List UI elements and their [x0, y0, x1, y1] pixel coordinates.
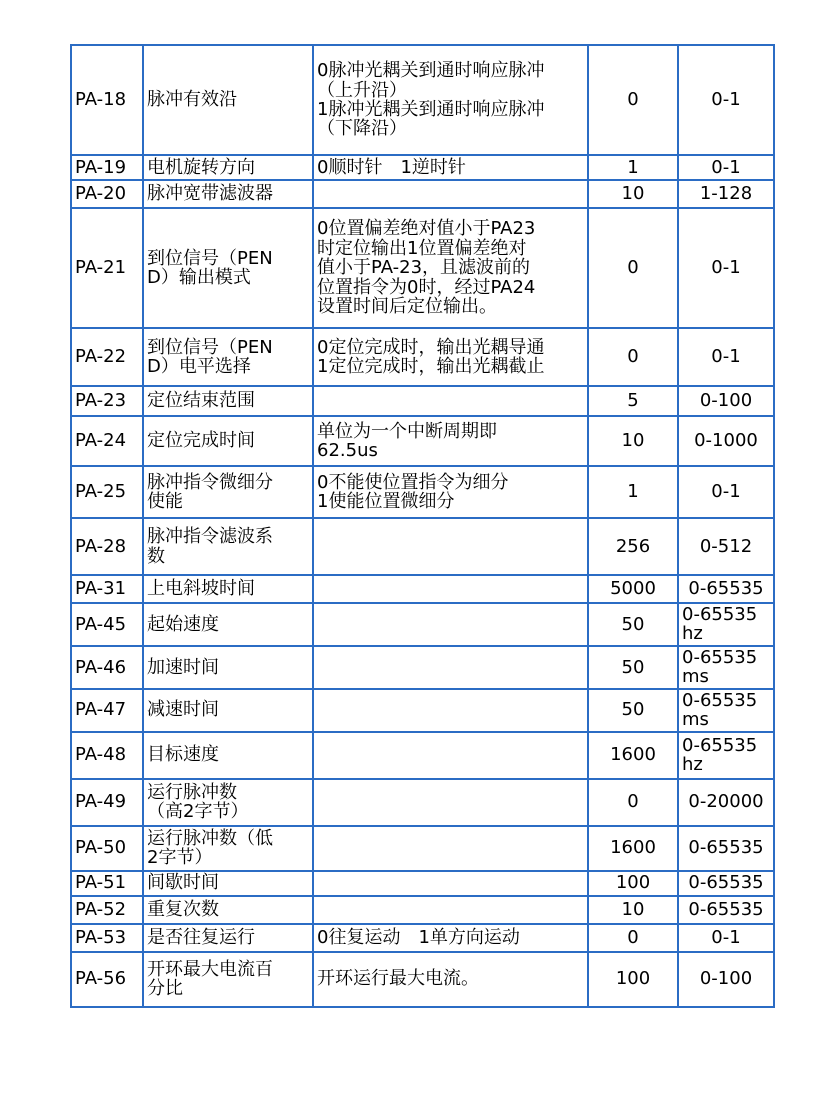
param-desc-cell	[313, 871, 588, 896]
param-desc-cell	[313, 155, 588, 180]
param-default-cell: 50	[588, 689, 678, 732]
param-name-cell	[143, 896, 313, 924]
param-desc-cell	[313, 386, 588, 416]
param-name-line: 目标速度	[147, 744, 219, 766]
param-desc-line: 1定位完成时，输出光耦截止	[317, 356, 545, 377]
param-name-line: 脉冲有效沿	[147, 89, 237, 111]
param-desc-cell	[313, 826, 588, 871]
parameter-table-body	[71, 45, 774, 1007]
param-default-cell: 50	[588, 646, 678, 689]
param-code-cell: PA-56	[71, 952, 143, 1007]
param-desc-cell	[313, 732, 588, 779]
param-default-cell: 50	[588, 603, 678, 646]
param-default-cell: 10	[588, 180, 678, 208]
param-range-cell	[678, 871, 774, 896]
param-code-cell: PA-20	[71, 180, 143, 208]
param-range-cell	[678, 155, 774, 180]
table-row	[71, 518, 774, 575]
param-desc-cell	[313, 180, 588, 208]
param-desc-cell	[313, 45, 588, 155]
param-desc-cell	[313, 689, 588, 732]
param-range-line: 0-1	[711, 346, 741, 368]
param-name-line: 定位完成时间	[147, 430, 255, 452]
param-name-line: D）输出模式	[147, 267, 251, 288]
param-name-line: 开环最大电流百	[147, 958, 273, 980]
table-row	[71, 924, 774, 952]
param-name-line: 定位结束范围	[147, 390, 255, 412]
param-name-line: 脉冲指令滤波系	[147, 526, 273, 548]
param-range-line: 0-100	[699, 968, 753, 990]
param-name-line: 起始速度	[147, 613, 219, 635]
table-row	[71, 871, 774, 896]
param-range-cell	[678, 924, 774, 952]
table-row	[71, 826, 774, 871]
param-name-cell	[143, 386, 313, 416]
param-name-line: 减速时间	[147, 699, 219, 721]
param-name-cell	[143, 603, 313, 646]
param-range-cell	[678, 646, 774, 689]
table-row	[71, 732, 774, 779]
param-name-line: 电机旋转方向	[147, 156, 255, 178]
param-code-cell: PA-22	[71, 328, 143, 386]
table-row	[71, 180, 774, 208]
param-code-cell: PA-52	[71, 896, 143, 924]
param-default-cell: 0	[588, 45, 678, 155]
param-range-cell	[678, 466, 774, 518]
table-row	[71, 575, 774, 603]
param-default-cell: 5000	[588, 575, 678, 603]
param-name-line: 重复次数	[147, 898, 219, 920]
param-name-line: 脉冲宽带滤波器	[147, 183, 273, 205]
parameter-table	[70, 44, 775, 1008]
param-code-cell: PA-50	[71, 826, 143, 871]
param-range-line: hz	[682, 623, 703, 645]
table-row	[71, 603, 774, 646]
table-row	[71, 386, 774, 416]
param-name-line: 分比	[147, 978, 183, 1000]
table-row	[71, 896, 774, 924]
param-code-cell: PA-47	[71, 689, 143, 732]
param-desc-line: （上升沿）	[317, 79, 407, 101]
param-range-line: 0-1000	[694, 430, 758, 452]
param-name-cell	[143, 952, 313, 1007]
param-code-cell: PA-19	[71, 155, 143, 180]
param-name-line: D）电平选择	[147, 356, 251, 377]
param-range-cell	[678, 328, 774, 386]
param-desc-line: 位置指令为0时，经过PA24	[317, 276, 536, 298]
param-desc-line: 值小于PA-23，且滤波前的	[317, 257, 531, 279]
param-desc-line: 开环运行最大电流。	[317, 968, 479, 990]
param-range-line: 0-1	[711, 89, 741, 111]
param-range-cell	[678, 208, 774, 328]
param-name-line: 是否往复运行	[147, 926, 255, 948]
param-range-line: 0-100	[699, 390, 753, 412]
param-name-cell	[143, 518, 313, 575]
param-range-cell	[678, 779, 774, 826]
param-range-cell	[678, 603, 774, 646]
param-desc-cell	[313, 896, 588, 924]
param-code-cell: PA-51	[71, 871, 143, 896]
param-code-cell: PA-53	[71, 924, 143, 952]
table-row	[71, 208, 774, 328]
param-desc-line: 0脉冲光耦关到通时响应脉冲	[317, 60, 545, 82]
param-desc-line: 0顺时针 1逆时针	[317, 156, 466, 178]
param-range-line: ms	[682, 666, 709, 688]
param-name-line: 运行脉冲数（低	[147, 827, 273, 849]
param-name-cell	[143, 732, 313, 779]
param-name-cell	[143, 779, 313, 826]
param-desc-line: 单位为一个中断周期即	[317, 420, 497, 442]
table-row	[71, 45, 774, 155]
param-name-cell	[143, 646, 313, 689]
param-desc-cell	[313, 466, 588, 518]
param-name-cell	[143, 466, 313, 518]
param-range-line: 0-65535	[688, 872, 764, 894]
param-name-cell	[143, 416, 313, 466]
param-range-line: 0-1	[711, 481, 741, 503]
param-desc-cell	[313, 603, 588, 646]
param-default-cell: 0	[588, 924, 678, 952]
param-desc-line: 0不能使位置指令为细分	[317, 471, 509, 493]
param-desc-cell	[313, 952, 588, 1007]
param-range-line: 0-65535	[682, 604, 758, 625]
param-name-cell	[143, 871, 313, 896]
param-name-line: 上电斜坡时间	[147, 578, 255, 600]
param-desc-cell	[313, 779, 588, 826]
param-name-cell	[143, 208, 313, 328]
param-range-cell	[678, 575, 774, 603]
param-desc-cell	[313, 924, 588, 952]
param-range-cell	[678, 180, 774, 208]
param-desc-cell	[313, 575, 588, 603]
param-range-cell	[678, 45, 774, 155]
param-name-cell	[143, 575, 313, 603]
param-range-cell	[678, 416, 774, 466]
param-name-cell	[143, 155, 313, 180]
param-code-cell: PA-31	[71, 575, 143, 603]
param-desc-line: 时定位输出1位置偏差绝对	[317, 237, 527, 259]
table-row	[71, 689, 774, 732]
param-code-cell: PA-23	[71, 386, 143, 416]
param-name-cell	[143, 45, 313, 155]
param-code-cell: PA-46	[71, 646, 143, 689]
param-range-cell	[678, 386, 774, 416]
table-row	[71, 646, 774, 689]
param-desc-line: 1脉冲光耦关到通时响应脉冲	[317, 99, 545, 120]
param-desc-cell	[313, 328, 588, 386]
param-range-line: 0-1	[711, 926, 741, 948]
param-name-line: 到位信号（PEN	[147, 336, 273, 358]
param-name-line: 脉冲指令微细分	[147, 471, 273, 493]
param-default-cell: 1	[588, 466, 678, 518]
param-range-line: 0-65535	[688, 837, 764, 859]
param-default-cell: 1600	[588, 826, 678, 871]
param-default-cell: 100	[588, 871, 678, 896]
param-default-cell: 100	[588, 952, 678, 1007]
param-name-line: 运行脉冲数	[147, 781, 237, 803]
param-name-cell	[143, 689, 313, 732]
param-range-line: 1-128	[699, 183, 753, 205]
param-desc-line: 1使能位置微细分	[317, 491, 455, 512]
param-code-cell: PA-24	[71, 416, 143, 466]
param-range-line: 0-65535	[682, 689, 758, 711]
param-desc-cell	[313, 208, 588, 328]
param-range-line: 0-20000	[688, 791, 764, 813]
param-range-line: ms	[682, 709, 709, 731]
param-name-cell	[143, 328, 313, 386]
param-code-cell: PA-48	[71, 732, 143, 779]
param-default-cell: 1	[588, 155, 678, 180]
param-default-cell: 256	[588, 518, 678, 575]
param-name-cell	[143, 180, 313, 208]
param-name-cell	[143, 924, 313, 952]
param-name-cell	[143, 826, 313, 871]
param-default-cell: 0	[588, 779, 678, 826]
param-name-line: 间歇时间	[147, 872, 219, 894]
param-range-cell	[678, 732, 774, 779]
param-name-line: 使能	[147, 491, 183, 512]
param-desc-cell	[313, 416, 588, 466]
param-default-cell: 1600	[588, 732, 678, 779]
param-desc-line: （下降沿）	[317, 118, 407, 140]
param-range-line: 0-65535	[682, 646, 758, 668]
param-range-line: 0-65535	[688, 578, 764, 600]
param-desc-cell	[313, 646, 588, 689]
param-range-line: 0-1	[711, 156, 741, 178]
param-name-line: 到位信号（PEN	[147, 247, 273, 269]
param-desc-line: 设置时间后定位输出。	[317, 296, 497, 318]
param-range-cell	[678, 689, 774, 732]
param-code-cell: PA-25	[71, 466, 143, 518]
param-name-line: 加速时间	[147, 656, 219, 678]
param-range-line: 0-1	[711, 257, 741, 279]
param-range-cell	[678, 518, 774, 575]
param-range-line: 0-65535	[682, 734, 758, 756]
table-row	[71, 466, 774, 518]
table-row	[71, 416, 774, 466]
param-range-line: 0-512	[699, 535, 753, 557]
param-code-cell: PA-18	[71, 45, 143, 155]
param-code-cell: PA-45	[71, 603, 143, 646]
param-desc-line: 62.5us	[317, 440, 378, 461]
param-range-cell	[678, 952, 774, 1007]
param-name-line: 2字节）	[147, 847, 213, 869]
param-desc-line: 0定位完成时，输出光耦导通	[317, 336, 545, 358]
param-range-line: hz	[682, 754, 703, 776]
param-code-cell: PA-49	[71, 779, 143, 826]
param-default-cell: 10	[588, 416, 678, 466]
param-code-cell: PA-21	[71, 208, 143, 328]
param-range-cell	[678, 826, 774, 871]
param-name-line: （高2字节）	[147, 801, 249, 823]
param-range-line: 0-65535	[688, 898, 764, 920]
param-code-cell: PA-28	[71, 518, 143, 575]
param-default-cell: 0	[588, 208, 678, 328]
param-desc-line: 0位置偏差绝对值小于PA23	[317, 218, 536, 240]
table-row	[71, 328, 774, 386]
param-range-cell	[678, 896, 774, 924]
param-desc-cell	[313, 518, 588, 575]
param-name-line: 数	[147, 545, 165, 567]
table-row	[71, 155, 774, 180]
table-row	[71, 952, 774, 1007]
param-default-cell: 5	[588, 386, 678, 416]
table-row	[71, 779, 774, 826]
param-default-cell: 0	[588, 328, 678, 386]
param-desc-line: 0往复运动 1单方向运动	[317, 926, 520, 948]
param-default-cell: 10	[588, 896, 678, 924]
